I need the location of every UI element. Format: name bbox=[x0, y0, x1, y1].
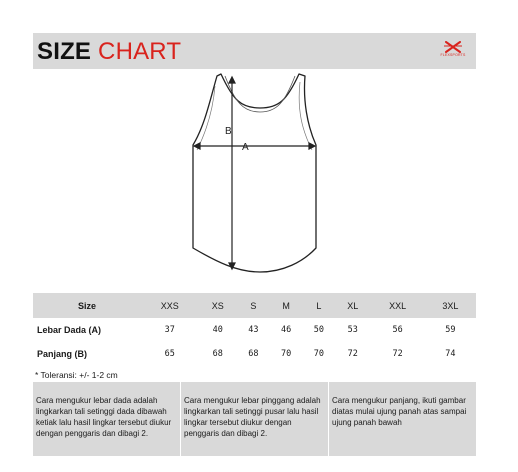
title-size-word: SIZE bbox=[37, 38, 92, 65]
tolerance-note: * Toleransi: +/- 1-2 cm bbox=[35, 370, 118, 380]
title-chart-word: CHART bbox=[98, 38, 182, 65]
table-cell: 46 bbox=[280, 325, 292, 335]
tank-top-diagram bbox=[185, 70, 335, 280]
table-cell: 53 bbox=[347, 325, 358, 335]
note-waist: Cara mengukur lebar pinggang adalah lingkarkan tali setinggi pusar lalu hasil lingkar tersebut diukur dengan penggaris dan dibagi 2. bbox=[181, 382, 328, 456]
table-cell: 68 bbox=[248, 349, 259, 359]
table-row bbox=[33, 318, 476, 342]
table-cell: 70 bbox=[313, 349, 324, 359]
table-cell: 40 bbox=[212, 325, 223, 335]
page-title bbox=[37, 38, 181, 66]
size-col-xxl: XXL bbox=[370, 293, 424, 318]
size-col-3xl: 3XL bbox=[425, 293, 476, 318]
table-cell: 37 bbox=[164, 325, 175, 335]
header-bar bbox=[33, 33, 476, 69]
note-length: Cara mengukur panjang, ikuti gambar diatas mulai ujung panah atas sampai ujung panah bawah bbox=[329, 382, 476, 456]
label-a: A bbox=[242, 142, 249, 153]
size-col-l: L bbox=[302, 293, 335, 318]
table-cell: 68 bbox=[212, 349, 223, 359]
table-cell: 56 bbox=[392, 325, 403, 335]
label-b: B bbox=[225, 126, 232, 137]
note-chest: Cara mengukur lebar dada adalah lingkarkan tali setinggi dada dibawah ketiak lalu hasil lingkar tersebut diukur dengan penggaris dan dibagi 2. bbox=[33, 382, 180, 456]
table-header-row bbox=[33, 293, 476, 318]
size-header: Size bbox=[33, 293, 141, 318]
size-col-xs: XS bbox=[199, 293, 237, 318]
table-cell: 74 bbox=[445, 349, 456, 359]
size-col-xxs: XXS bbox=[141, 293, 199, 318]
brand-logo-text: FLEXSPORTS bbox=[440, 53, 466, 57]
row-label: Panjang (B) bbox=[37, 349, 88, 359]
table-cell: 65 bbox=[164, 349, 175, 359]
measurement-notes bbox=[33, 382, 476, 456]
size-col-xl: XL bbox=[335, 293, 370, 318]
brand-logo bbox=[436, 41, 470, 63]
table-row bbox=[33, 342, 476, 366]
size-col-m: M bbox=[270, 293, 303, 318]
table-cell: 70 bbox=[280, 349, 292, 359]
table-cell: 50 bbox=[313, 325, 324, 335]
tank-top-outline bbox=[193, 74, 316, 272]
size-table bbox=[33, 293, 476, 366]
size-col-s: S bbox=[237, 293, 270, 318]
table-cell: 72 bbox=[392, 349, 403, 359]
table-cell: 59 bbox=[445, 325, 456, 335]
table-cell: 43 bbox=[248, 325, 259, 335]
row-label: Lebar Dada (A) bbox=[37, 325, 102, 335]
table-cell: 72 bbox=[347, 349, 358, 359]
